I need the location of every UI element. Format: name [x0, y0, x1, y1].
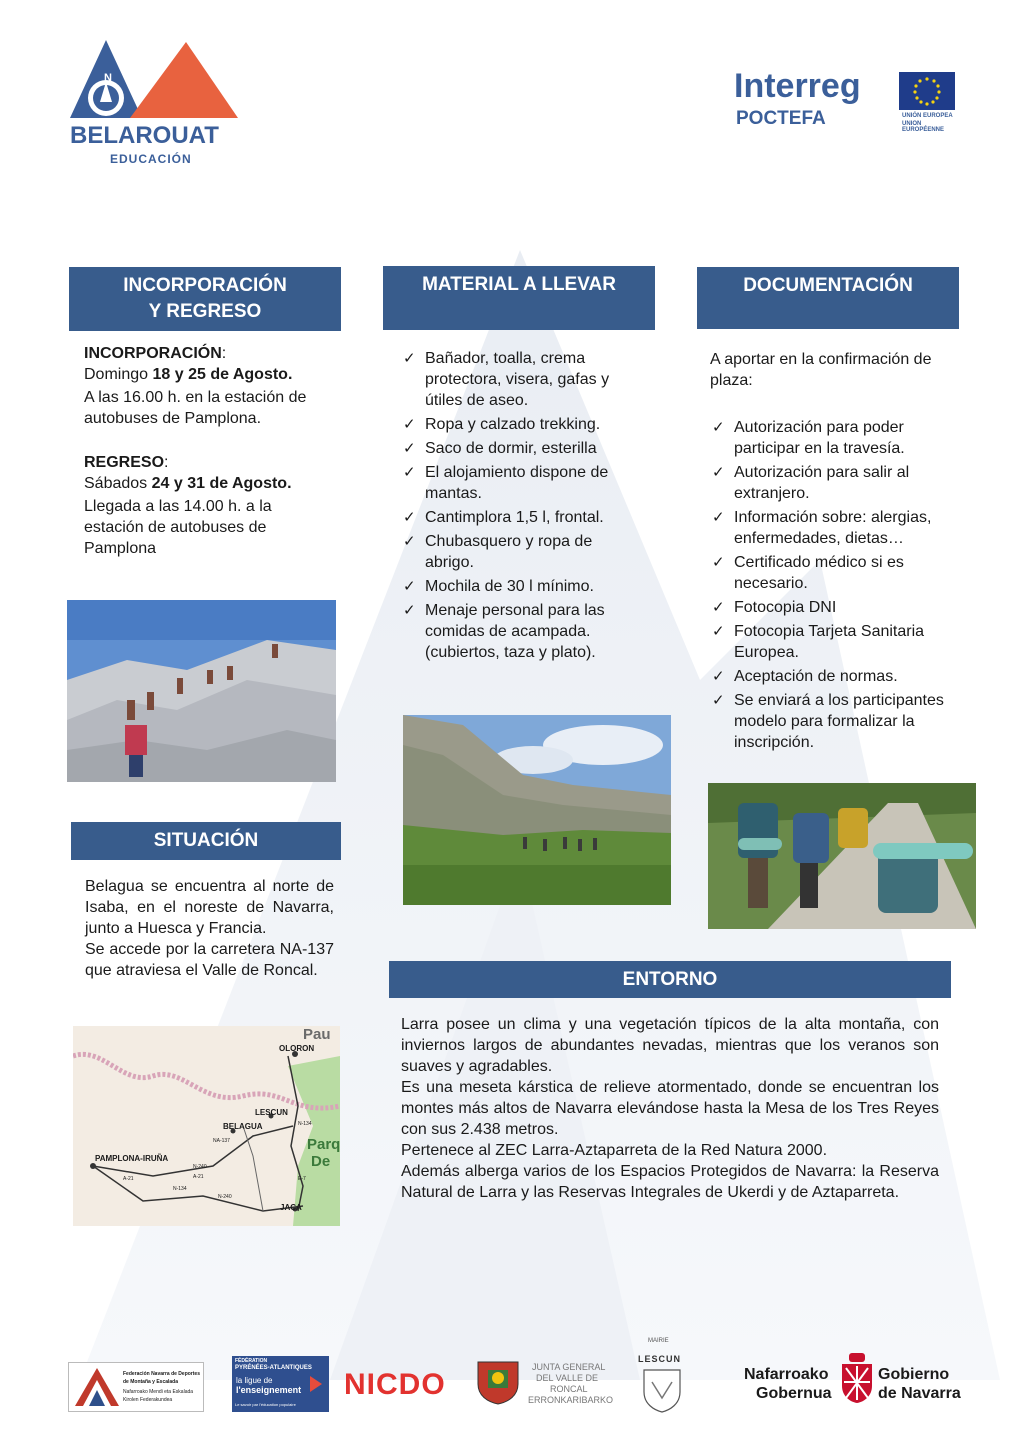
ligue-mid2: l'enseignement: [236, 1385, 302, 1395]
documentacion-list: [710, 417, 955, 753]
eu-stars-icon: [899, 72, 955, 110]
ligue-logo: [232, 1356, 329, 1412]
material-title: MATERIAL A LLEVAR: [422, 274, 616, 295]
map-label-de: De: [311, 1153, 331, 1170]
belarouat-logo: [66, 38, 246, 170]
interreg-name: Interreg: [734, 67, 861, 105]
incorporacion-title: INCORPORACIÓN Y REGRESO: [123, 275, 287, 322]
entorno-p4: Además alberga varios de los Espacios Protegidos de Navarra: la Reserva Natural de Larra y las Reservas Integrales de Ukerdi y de Aztaparreta.: [401, 1163, 939, 1201]
incorporacion-label: INCORPORACIÓN: [84, 345, 222, 362]
map-label-jaca: JACA: [280, 1203, 302, 1212]
documentacion-item: ✓ Certificado médico si es necesario.: [710, 552, 955, 594]
regreso-date-line: [84, 473, 340, 494]
lescun-shield-icon: [642, 1368, 682, 1414]
mairie-lescun-label: LESCUN: [638, 1354, 682, 1364]
incorporacion-detail: A las 16.00 h. en la estación de autobuses de Pamplona.: [84, 389, 307, 427]
map-road-5: N-240: [218, 1194, 232, 1200]
incorporacion-header: [69, 267, 341, 331]
documentacion-item: ✓ Autorización para salir al extranjero.: [710, 462, 955, 504]
roncal-shield-icon: [474, 1358, 522, 1406]
junta-line1: JUNTA GENERAL: [532, 1362, 606, 1372]
logo-sub: EDUCACIÓN: [110, 152, 192, 166]
entorno-header: [389, 961, 951, 998]
material-item: ✓ Ropa y calzado trekking.: [401, 414, 641, 435]
documentacion-item: ✓ Fotocopia Tarjeta Sanitaria Europea.: [710, 621, 955, 663]
material-list: [401, 348, 641, 663]
map-label-lescun: LESCUN: [255, 1108, 288, 1117]
material-item: ✓ Chubasquero y ropa de abrigo.: [401, 531, 641, 573]
documentacion-item: ✓ Información sobre: alergias, enfermedades, dietas…: [710, 507, 955, 549]
nav-eu-line2: Gobernua: [756, 1385, 832, 1402]
documentacion-intro: A aportar en la confirmación de plaza:: [710, 351, 932, 389]
ligue-mid1: la ligue de: [236, 1376, 273, 1385]
regreso-label: REGRESO: [84, 454, 165, 471]
navarra-coat-of-arms-icon: [840, 1352, 874, 1404]
documentacion-item: ✓ Autorización para poder participar en la travesía.: [710, 417, 955, 459]
junta-roncal-logo: [474, 1356, 614, 1408]
ligue-top2: PYRÉNÉES-ATLANTIQUES: [235, 1365, 312, 1371]
map-road-8: E-7: [298, 1176, 306, 1182]
material-item: ✓ Bañador, toalla, crema protectora, visera, gafas y útiles de aseo.: [401, 348, 641, 411]
incorporacion-label-line: [84, 343, 340, 364]
entorno-title: ENTORNO: [622, 968, 718, 990]
fnd-mountain-icon: [71, 1364, 123, 1410]
photo-meadow-hikers: [403, 715, 671, 905]
fnd-logo: [68, 1362, 204, 1412]
mairie-label: MAIRIE: [648, 1338, 669, 1344]
eu-flag: [899, 72, 955, 110]
regreso-label-line: [84, 452, 340, 473]
entorno-text: [401, 1014, 939, 1203]
map-road-4: N-134: [173, 1186, 187, 1192]
interreg-logo: [734, 68, 964, 138]
material-item: ✓ El alojamiento dispone de mantas.: [401, 462, 641, 504]
map-road-7: N-134: [298, 1121, 312, 1127]
entorno-p2: Es una meseta kárstica de relieve atormentado, donde se encuentran los montes más altos de Navarra elevándose hasta la Mesa de los Tres Reyes con sus 2.438 metros.: [401, 1079, 939, 1138]
entorno-p1: Larra posee un clima y una vegetación típicos de la alta montaña, con inviernos largos de abundantes nevadas, mientras que los veranos son suaves y agradables.: [401, 1016, 939, 1075]
eu-line1: UNIÓN EUROPEA: [902, 113, 953, 119]
documentacion-header: [697, 267, 959, 329]
incorporacion-date: 18 y 25 de Agosto.: [152, 366, 293, 383]
regreso-colon: :: [164, 454, 169, 471]
gobierno-navarra-logo: [742, 1352, 968, 1408]
documentacion-item: ✓ Aceptación de normas.: [710, 666, 955, 687]
situacion-header: [71, 822, 341, 860]
junta-line2: DEL VALLE DE: [536, 1373, 599, 1383]
map-label-pamplona: PAMPLONA-IRUÑA: [95, 1154, 169, 1163]
location-map: [73, 1026, 340, 1226]
eu-line2: UNION EUROPÉENNE: [902, 121, 945, 133]
map-label-parq: Parq: [307, 1136, 340, 1153]
map-label-oloron: OLORON: [279, 1044, 315, 1053]
material-header: [383, 266, 655, 330]
ligue-top1: FÉDÉRATION: [235, 1358, 268, 1364]
entorno-p3: Pertenece al ZEC Larra-Aztaparreta de la Red Natura 2000.: [401, 1142, 828, 1159]
ligue-arrow-icon: [310, 1376, 322, 1392]
incorporacion-date-prefix: Domingo: [84, 366, 153, 383]
material-item: ✓ Saco de dormir, esterilla: [401, 438, 641, 459]
nav-eu-line1: Nafarroako: [744, 1366, 829, 1383]
regreso-detail: Llegada a las 14.00 h. a la estación de autobuses de Pamplona: [84, 498, 272, 557]
photo-rocky-hikers: [67, 600, 336, 782]
logo-letter: N: [104, 72, 112, 84]
fnd-line3: Nafarroako Mendi eta Eskalada: [123, 1389, 194, 1395]
material-item: ✓ Mochila de 30 l mínimo.: [401, 576, 641, 597]
nav-es-line2: de Navarra: [878, 1385, 961, 1402]
map-road-6: A-21: [123, 1176, 134, 1182]
map-label-belagua: BELAGUA: [223, 1122, 263, 1131]
map-road-3: A-21: [193, 1174, 204, 1180]
logo-name: BELAROUAT: [70, 122, 219, 149]
incorporacion-colon: :: [221, 345, 227, 362]
mairie-lescun-logo: [634, 1338, 694, 1418]
documentacion-item: ✓ Fotocopia DNI: [710, 597, 955, 618]
nicdo-logo: NICDO: [344, 1368, 446, 1401]
regreso-date-prefix: Sábados: [84, 475, 152, 492]
junta-line4: ERRONKARIBARKO: [528, 1395, 614, 1405]
material-item: ✓ Menaje personal para las comidas de acampada. (cubiertos, taza y plato).: [401, 600, 641, 663]
nav-es-line1: Gobierno: [878, 1366, 950, 1383]
documentacion-title: DOCUMENTACIÓN: [743, 275, 913, 296]
situacion-p1: Belagua se encuentra al norte de Isaba, en el noreste de Navarra, junto a Huesca y Francia.: [85, 878, 334, 937]
situacion-text: [85, 876, 334, 981]
regreso-date: 24 y 31 de Agosto.: [151, 475, 292, 492]
incorporacion-text: [84, 343, 340, 559]
map-road-1: NA-137: [213, 1138, 230, 1144]
spacer: [84, 429, 340, 452]
ligue-bottom: Le savoir par l'éducation populaire: [235, 1402, 296, 1407]
incorporacion-date-line: [84, 364, 340, 385]
material-item: ✓ Cantimplora 1,5 l, frontal.: [401, 507, 641, 528]
photo-backpackers-path: [708, 783, 976, 929]
junta-line3: RONCAL: [550, 1384, 588, 1394]
situacion-title: SITUACIÓN: [153, 830, 259, 851]
interreg-sub: POCTEFA: [736, 108, 826, 129]
fnd-line4: Kirolen Federakundea: [123, 1397, 173, 1403]
material-list-container: [401, 348, 641, 666]
map-road-2: N-240: [193, 1164, 207, 1170]
fnd-line1: Federación Navarra de Deportes: [123, 1371, 200, 1377]
map-label-pau: Pau: [303, 1026, 331, 1043]
documentacion-text: [710, 349, 955, 756]
documentacion-item: ✓ Se enviará a los participantes modelo para formalizar la inscripción.: [710, 690, 955, 753]
fnd-line2: de Montaña y Escalada: [123, 1379, 179, 1385]
situacion-p2: Se accede por la carretera NA-137 que atraviesa el Valle de Roncal.: [85, 941, 334, 979]
